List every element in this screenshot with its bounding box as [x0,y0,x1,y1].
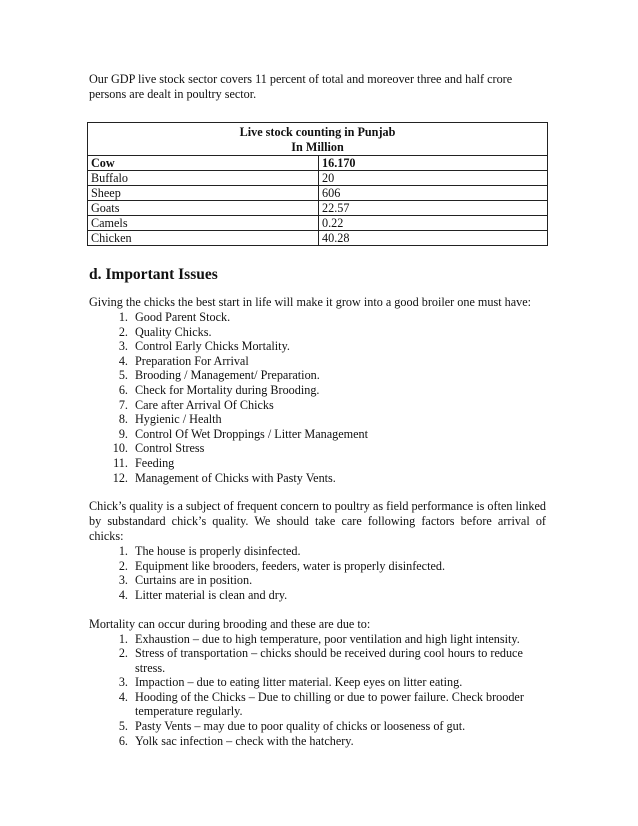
list-item: 4. Hooding of the Chicks – Due to chilling or due to power failure. Check brooder temperature regularly. [131,690,546,719]
list-item: 6. Yolk sac infection – check with the hatchery. [131,734,546,749]
table-body [88,156,548,246]
quality-paragraph: Chick’s quality is a subject of frequent concern to poultry as field performance is often linked by substandard chick’s quality. We should take care following factors before arrival of chicks: [89,499,546,544]
list-item: 1. The house is properly disinfected. [131,544,546,559]
table-cell-animal: Chicken [88,231,319,246]
list-item: 4. Litter material is clean and dry. [131,588,546,603]
list-item: 2. Equipment like brooders, feeders, water is properly disinfected. [131,559,546,574]
list-item: 3. Control Early Chicks Mortality. [131,339,546,354]
table-cell-count: 22.57 [319,201,548,216]
table-subtitle: In Million [291,140,344,154]
list-item: 12. Management of Chicks with Pasty Vents. [131,471,546,486]
table-row [88,186,548,201]
list-item: 2. Stress of transportation – chicks should be received during cool hours to reduce stress. [131,646,546,675]
table-cell-animal: Goats [88,201,319,216]
livestock-table [87,122,548,246]
list-item: 9. Control Of Wet Droppings / Litter Management [131,427,546,442]
table-row [88,201,548,216]
table-row [88,231,548,246]
list-item: 11. Feeding [131,456,546,471]
issues-list [89,310,546,485]
list-item: 4. Preparation For Arrival [131,354,546,369]
list-item: 5. Pasty Vents – may due to poor quality of chicks or looseness of gut. [131,719,546,734]
list-item: 1. Exhaustion – due to high temperature, poor ventilation and high light intensity. [131,632,546,647]
table-cell-animal: Buffalo [88,171,319,186]
mortality-paragraph: Mortality can occur during brooding and these are due to: [89,616,371,631]
table-title: Live stock counting in Punjab [239,125,396,139]
list-item: 8. Hygienic / Health [131,412,546,427]
table-row [88,171,548,186]
section-intro: Giving the chicks the best start in life will make it grow into a good broiler one must have: [89,295,532,309]
table-row [88,156,548,171]
table-cell-count: 20 [319,171,548,186]
list-item: 7. Care after Arrival Of Chicks [131,398,546,413]
table-cell-count: 0.22 [319,216,548,231]
list-item: 2. Quality Chicks. [131,325,546,340]
table-cell-animal: Sheep [88,186,319,201]
mortality-list [89,632,546,749]
table-cell-animal: Cow [88,156,319,171]
table-row [88,216,548,231]
table-cell-animal: Camels [88,216,319,231]
list-item: 1. Good Parent Stock. [131,310,546,325]
table-header [88,123,548,156]
list-item: 10. Control Stress [131,441,546,456]
table-cell-count: 40.28 [319,231,548,246]
list-item: 3. Impaction – due to eating litter material. Keep eyes on litter eating. [131,675,546,690]
intro-line-1: Our GDP live stock sector covers 11 percent of total and moreover three and half crore [89,72,513,86]
list-item: 3. Curtains are in position. [131,573,546,588]
table-cell-count: 606 [319,186,548,201]
intro-line-2: persons are dealt in poultry sector. [89,87,257,101]
document-page [89,72,546,748]
list-item: 5. Brooding / Management/ Preparation. [131,368,546,383]
list-item: 6. Check for Mortality during Brooding. [131,383,546,398]
table-cell-count: 16.170 [319,156,548,171]
quality-list [89,544,546,602]
section-heading: d. Important Issues [89,266,218,283]
